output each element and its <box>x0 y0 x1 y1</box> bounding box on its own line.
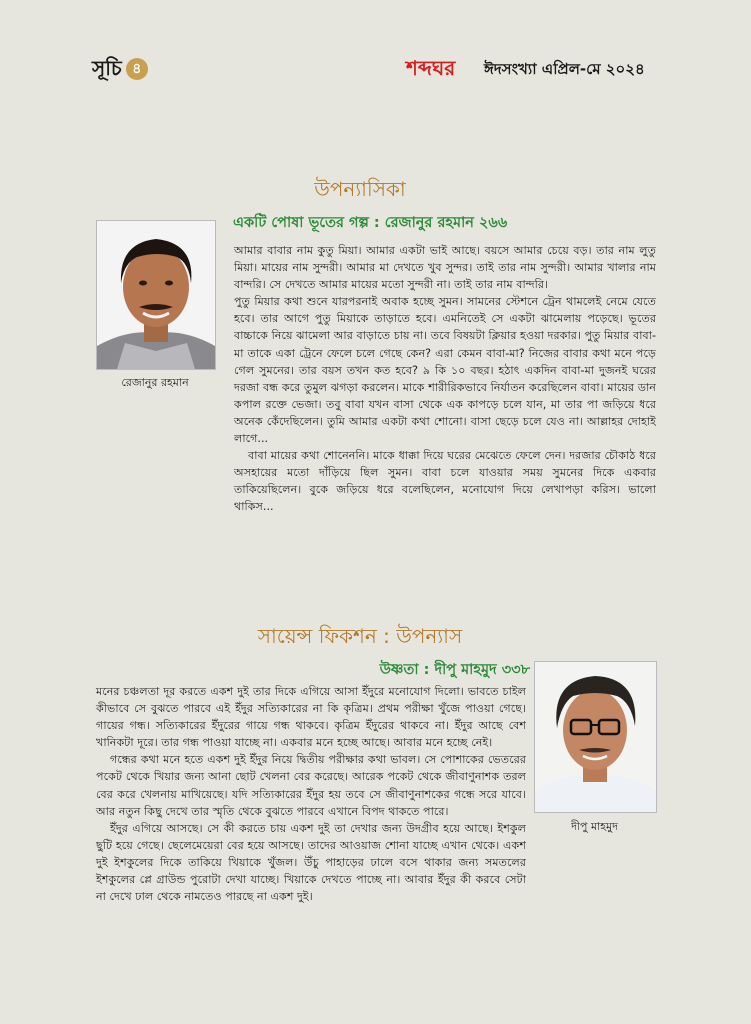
page-header <box>92 54 662 84</box>
page-number-badge: ৪ <box>126 58 148 80</box>
portrait-image <box>97 221 215 369</box>
magazine-brand: শব্দঘর <box>406 56 456 80</box>
section2-body <box>96 683 526 905</box>
section-label <box>92 54 148 87</box>
section1-paragraph: বাবা মায়ের কথা শোনেননি। মাকে ধাক্কা দিয়ে ঘরের মেঝেতে ফেলে দেন। দরজার চৌকাঠ ধরে অসহায়ের মতো দাঁড়িয়ে ছিল সুমন। বাবা চলে যাওয়ার সময় সুমনের দিকে একবার তাকিয়েছিলেন। বুকে জড়িয়ে ধরে বলেছিলেন, মনোযোগ দিয়ে লেখাপড়া করিস। ভালো থাকিস... <box>234 449 656 514</box>
author-photo-rezanur <box>96 220 216 370</box>
section1-byline: একটি পোষা ভূতের গল্প : রেজানুর রহমান ২৬৬ <box>233 215 508 231</box>
author-photo-dipu <box>534 661 657 813</box>
portrait-image <box>535 662 656 812</box>
section2-byline: উষ্ণতা : দীপু মাহমুদ ৩৩৮ <box>379 662 530 678</box>
section1-paragraph: আমার বাবার নাম কুতু মিয়া। আমার একটা ভাই আছে। বয়সে আমার চেয়ে বড়। তার নাম লুতু মিয়া। মায়ের নাম সুন্দরী। আমার মা দেখতে খুব সুন্দর। তাই তার নাম সুন্দরী। আমার খালার নাম বান্দরি। সে দেখতে আমার মায়ের মতো সুন্দরী না। তাই তার নাম বান্দরি। <box>234 244 656 292</box>
section1-title: উপন্যাসিকা <box>314 177 406 201</box>
section2-paragraph: গন্ধের কথা মনে হতে একশ দুই ইঁদুর নিয়ে দ্বিতীয় পরীক্ষার কথা ভাবল। সে পোশাকের ভেতরের পকেট থেকে খিয়ার জন্য আনা ছোট খেলনা বের করেছে। আরেক পকেট থেকে জীবাণুনাশক তরল বের করে খেলনায় মাখিয়েছে। যদি সত্যিকারের ইঁদুর হয় তবে সে জীবাণুনাশকের গন্ধে সরে যাবে। আর নতুন কিছু দেখে তার স্মৃতি থেকে বুঝতে পারবে এখানে বিপদ থাকতে পারে। <box>96 753 526 818</box>
section2-paragraph: ইঁদুর এগিয়ে আসছে। সে কী করতে চায় একশ দুই তা দেখার জন্য উদগ্রীব হয়ে আছে। ইশকুল ছুটি হয়ে গেছে। ছেলেমেয়েরা বের হয়ে আসছে। তাদের আওয়াজ শোনা যাচ্ছে এখান থেকে। একশ দুই ইশকুলের দিকে তাকিয়ে খিয়াকে খুঁজল। উঁচু পাহাড়ের ঢালে বসে থাকার জন্য সমতলের ইশকুলের প্লে গ্রাউন্ড পুরোটা দেখা যাচ্ছে। খিয়াকে দেখতে পাচ্ছে না। আবার ইঁদুর কী করবে সেটা না দেখে ঢাল থেকে নামতেও পারছে না একশ দুই। <box>96 821 526 904</box>
section-label-text: সূচি <box>92 56 122 80</box>
section1-body <box>234 242 656 516</box>
section1-paragraph: পুতু মিয়ার কথা শুনে যারপরনাই অবাক হচ্ছে সুমন। সামনের স্টেশনে ট্রেন থামলেই নেমে যেতে হবে। তার আগে পুতু মিয়াকে তাড়াতে হবে। এমনিতেই সে একটা ঝামেলায় পড়েছে। ভূতের বাচ্চাকে নিয়ে ঝামেলা আর বাড়াতে চায় না। তবে বিষয়টা ক্লিয়ার হওয়া দরকার। পুতু মিয়ার বাবা-মা তাকে একা ট্রেনে ফেলে চলে গেছে কেন? এরা কেমন বাবা-মা? নিজের বাবার কথা মনে পড়ে গেল সুমনের। তার বয়স তখন কত হবে? ৯ কি ১০ বছর। হঠাৎ একদিন বাবা-মা দুজনই ঘরের দরজা বন্ধ করে তুমুল ঝগড়া করলেন। মাকে শারীরিকভাবে নির্যাতন করেছিলেন বাবা। মায়ের ডান কপাল রক্তে ভেজা। তবু বাবা যখন বাসা থেকে এক কাপড়ে চলে যান, মা তার পা জড়িয়ে ধরে অনেক কেঁদেছিলেন। তুমি আমার একটা কথা শোনো। বাসা ছেড়ে চলে যেও না। আল্লাহর দোহাই লাগে... <box>234 295 656 446</box>
issue-label: ঈদসংখ্যা এপ্রিল-মে ২০২৪ <box>484 60 645 78</box>
photo-caption-dipu: দীপু মাহমুদ <box>571 820 618 833</box>
photo-caption-rezanur: রেজানুর রহমান <box>121 376 189 389</box>
section2-paragraph: মনের চঞ্চলতা দূর করতে একশ দুই তার দিকে এগিয়ে আসা ইঁদুরে মনোযোগ দিলো। ভাবতে চাইল কীভাবে সে বুঝতে পারবে এই ইঁদুর সত্যিকারের না কি কৃত্রিম। প্রথম পরীক্ষা খুঁজে পাওয়া গেছে। গায়ের গন্ধ। সত্যিকারের ইঁদুরের গায়ে গন্ধ থাকবে। কৃত্রিম ইঁদুরের থাকবে না। ইঁদুর আছে বেশ খানিকটা দূরে। তার গন্ধ পাওয়া যাচ্ছে না। একবার মনে হচ্ছে আছে। আবার মনে হচ্ছে নেই। <box>96 685 526 750</box>
section2-title: সায়েন্স ফিকশন : উপন্যাস <box>257 624 463 648</box>
